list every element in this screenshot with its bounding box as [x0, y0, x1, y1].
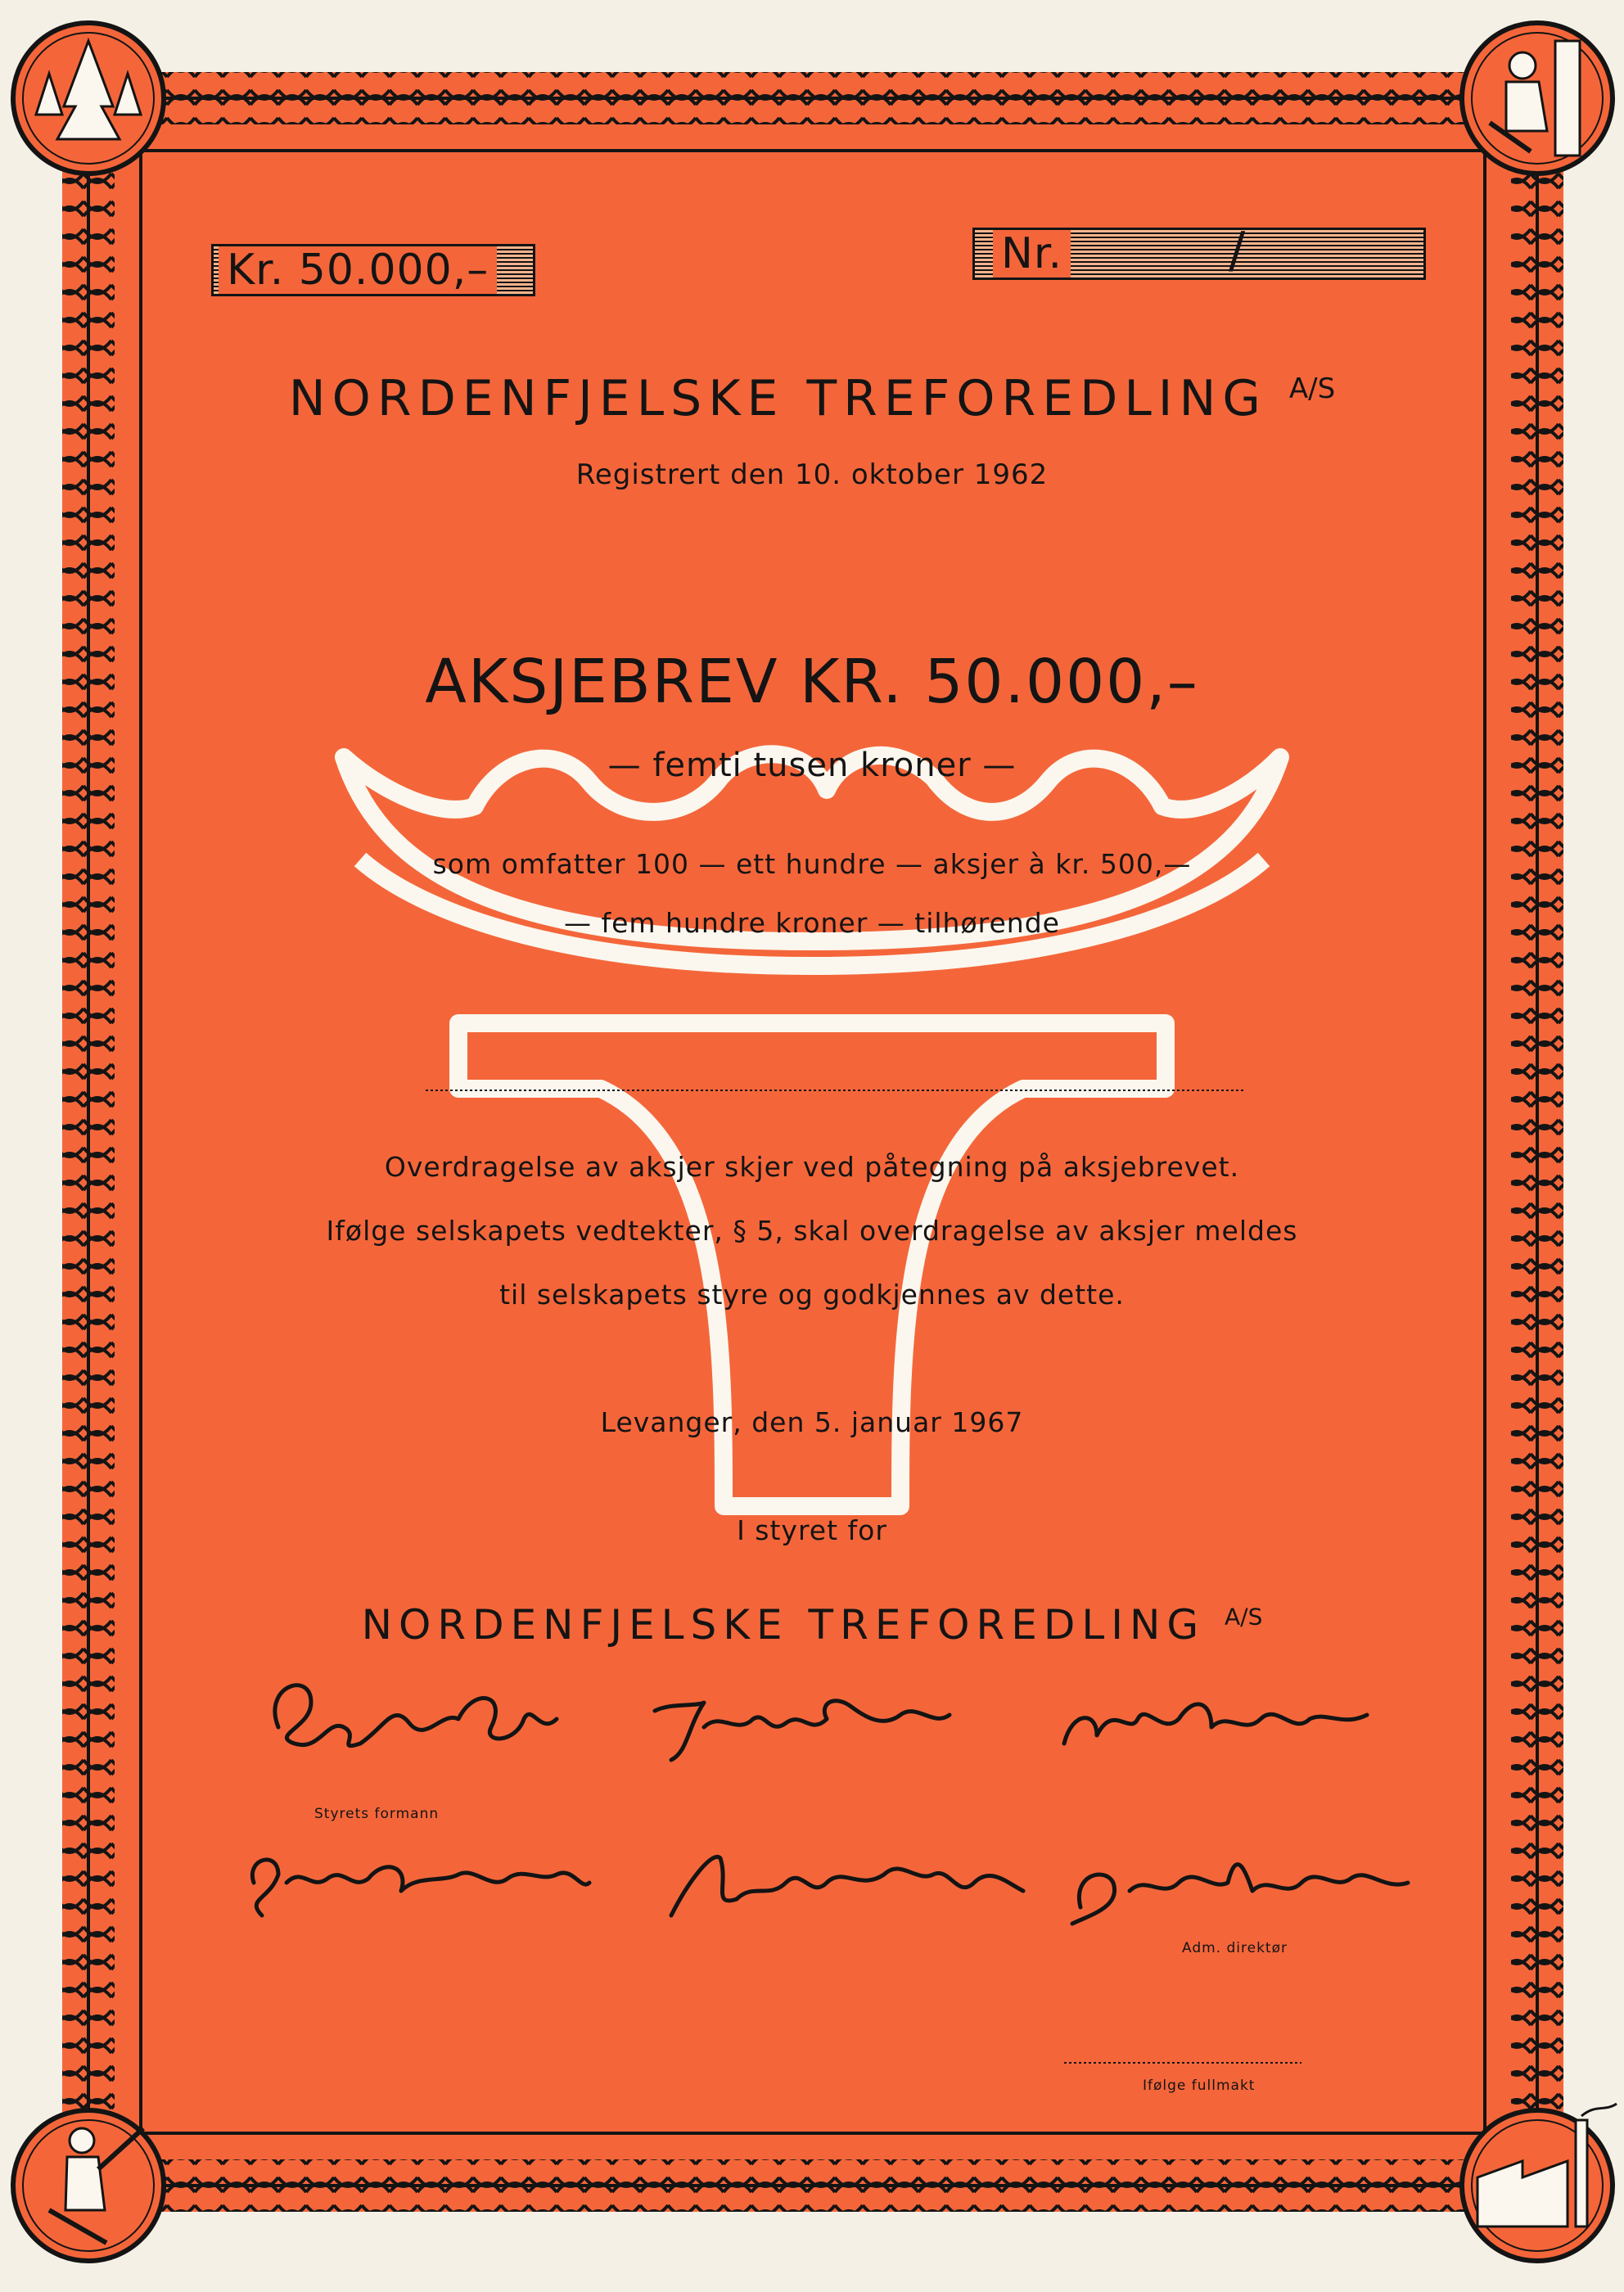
lumberjack-icon	[1462, 23, 1613, 174]
denomination-text: Kr. 50.000,–	[219, 246, 497, 294]
proxy-caption: Ifølge fullmakt	[1143, 2078, 1256, 2094]
number-mark: /	[1229, 222, 1247, 279]
title-in-words: — femti tusen kroner —	[607, 747, 1017, 784]
shares-line-2: — fem hundre kroner — tilhørende	[564, 907, 1060, 939]
number-box	[972, 222, 1426, 280]
denomination-box	[211, 244, 535, 296]
number-label: Nr.	[993, 230, 1071, 277]
director-caption: Adm. direktør	[1182, 1940, 1288, 1956]
company-suffix-bottom: A/S	[1225, 1603, 1263, 1631]
worker-icon	[13, 2110, 164, 2261]
company-name: NORDENFJELSKE TREFOREDLING $^{A/S}$	[288, 370, 1336, 427]
place-and-date: Levanger, den 5. januar 1967	[600, 1406, 1024, 1438]
company-name-bottom: NORDENFJELSKE TREFOREDLING $^{A/S}$	[361, 1601, 1263, 1649]
transfer-line-3: til selskapets styre og godkjennes av dette.	[499, 1279, 1125, 1311]
chairman-caption: Styrets formann	[314, 1806, 440, 1822]
pine-trees-icon	[13, 23, 164, 174]
transfer-line-2: Ifølge selskapets vedtekter, § 5, skal overdragelse av aksjer meldes	[326, 1215, 1298, 1247]
company-suffix: A/S	[1288, 372, 1336, 405]
transfer-line-1: Overdragelse av aksjer skjer ved påtegning på aksjebrevet.	[384, 1151, 1240, 1183]
shares-line-1: som omfatter 100 — ett hundre — aksjer à kr. 500,—	[432, 848, 1192, 880]
registered-line: Registrert den 10. oktober 1962	[575, 458, 1049, 491]
certificate-title: AKSJEBREV KR. 50.000,–	[425, 647, 1199, 717]
board-line: I styret for	[737, 1514, 887, 1546]
